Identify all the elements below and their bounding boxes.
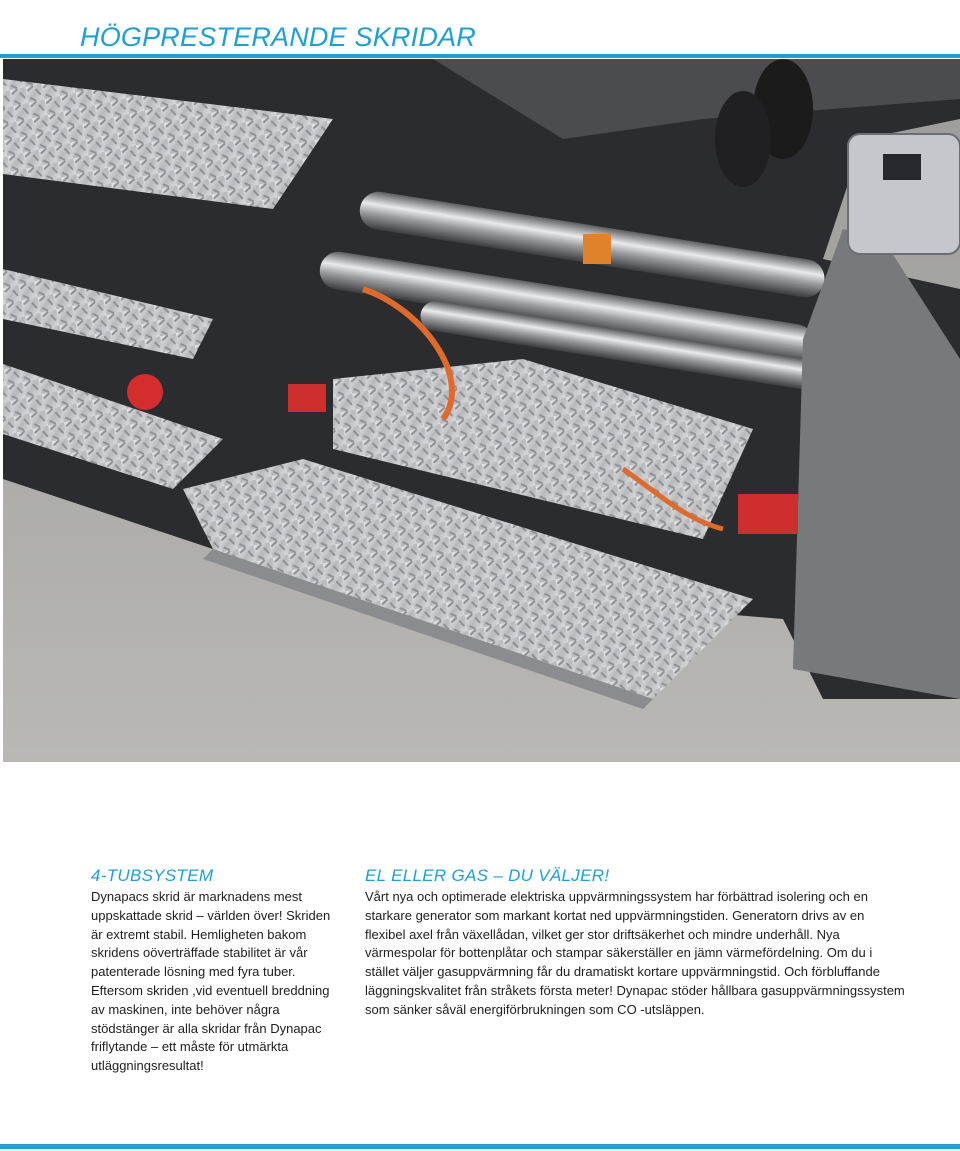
screed-machine-photo	[3, 59, 960, 762]
bottom-rule	[0, 1144, 960, 1149]
section-4-tubsystem	[91, 866, 331, 1076]
section-el-eller-gas	[365, 866, 905, 1020]
page-title: HÖGPRESTERANDE SKRIDAR	[80, 22, 476, 53]
section-heading: 4-TUBSYSTEM	[91, 866, 214, 885]
section-heading: EL ELLER GAS – DU VÄLJER!	[365, 866, 610, 885]
section-body: Vårt nya och optimerade elektriska uppvärmningssystem har förbättrad isolering och en starkare generator som markant kortat ned uppvärmningstiden. Generatorn drivs av en flexibel axel från växellådan, vilket ger stor driftsäkerhet och mindre underhåll. Nya värmespolar för bottenplåtar och stampar säkerställer en jämn värmefördelning. Om du i stället väljer gasuppvärmning får du dramatiskt kortare uppvärmningstid. Och förbluffande läggningskvalitet från stråkets första meter! Dynapac stöder hållbara gasuppvärmningssystem som sänker såväl energiförbrukningen som CO -utsläppen.	[365, 889, 905, 1017]
title-rule	[0, 54, 960, 58]
section-body: Dynapacs skrid är marknadens mest uppskattade skrid – världen över! Skriden är extremt stabil. Hemligheten bakom skridens oöverträffade stabilitet är vår patenterade lösning med fyra tuber. Eftersom skriden ,vid eventuell breddning av maskinen, inte behöver några stödstänger är alla skridar från Dynapac friflytande – ett måste för utmärkta utläggningsresultat!	[91, 889, 331, 1074]
